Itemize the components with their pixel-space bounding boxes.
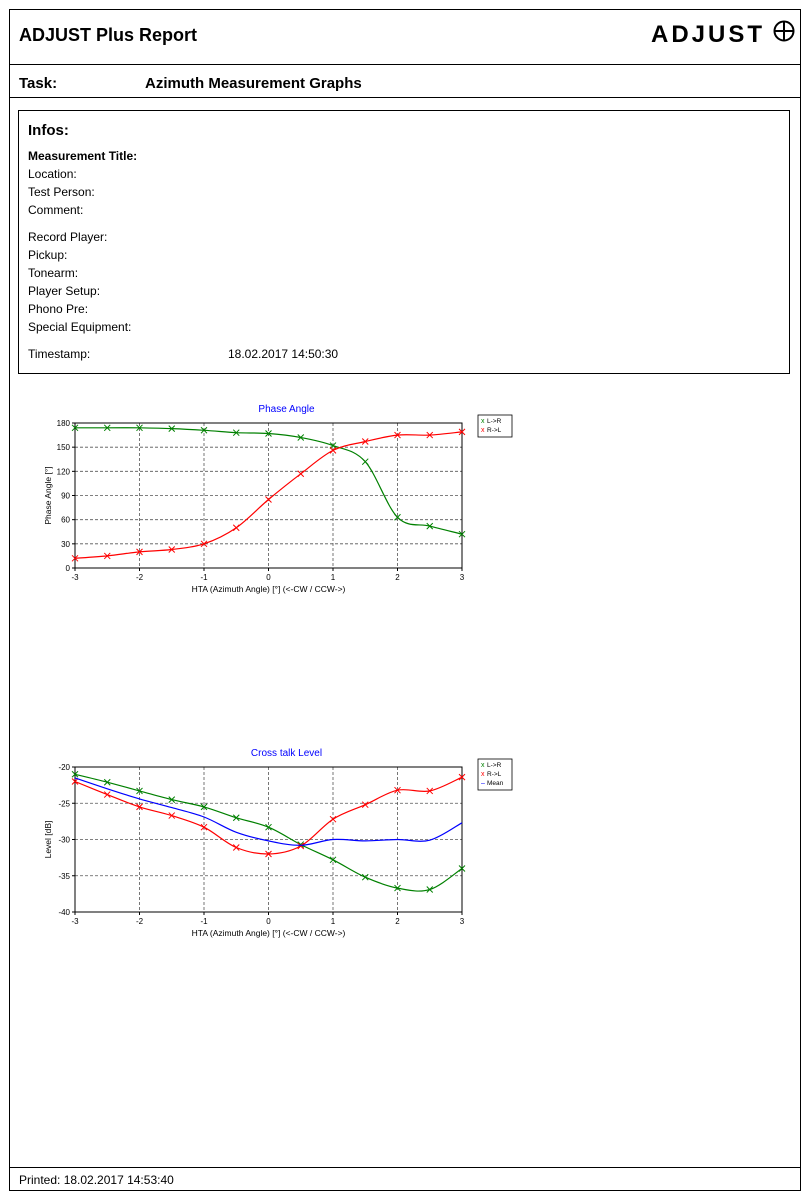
crosstalk-data-point-l-to-r	[233, 815, 239, 821]
x-tick-label: 2	[395, 917, 400, 926]
x-tick-label: 3	[459, 573, 465, 582]
phase-x-axis-label: HTA (Azimuth Angle) [°] (<-CW / CCW->)	[191, 584, 346, 594]
crosstalk-chart-title: Cross talk Level	[250, 748, 323, 759]
y-tick-label: 30	[61, 539, 70, 549]
crosstalk-data-point-r-to-l	[169, 813, 175, 819]
task-label: Task:	[19, 75, 58, 92]
y-tick-label: -35	[58, 871, 70, 881]
x-tick-label: 0	[266, 917, 271, 926]
y-tick-label: -40	[58, 908, 70, 917]
y-tick-label: -30	[58, 835, 70, 845]
x-tick-label: 2	[395, 573, 400, 582]
circle-plus-icon	[773, 20, 795, 49]
record-player-label: Record Player:	[28, 230, 108, 244]
player-setup-label: Player Setup:	[28, 284, 101, 298]
crosstalk-x-axis-label: HTA (Azimuth Angle) [°] (<-CW / CCW->)	[191, 928, 346, 938]
location-label: Location:	[28, 167, 77, 181]
comment-label: Comment:	[28, 203, 84, 217]
phase-data-point-r-to-l	[266, 497, 272, 503]
crosstalk-y-axis-label: Level [dB]	[43, 820, 53, 859]
legend-label: L->R	[487, 418, 502, 425]
legend-marker: x	[481, 427, 485, 434]
printed-timestamp: Printed: 18.02.2017 14:53:40	[19, 1173, 174, 1187]
y-tick-label: 180	[56, 419, 70, 428]
task-divider	[9, 97, 801, 98]
crosstalk-data-point-r-to-l	[362, 802, 368, 808]
legend-label: Mean	[487, 780, 504, 787]
y-tick-label: 0	[65, 564, 70, 573]
brand-name: ADJUST	[650, 20, 765, 48]
footer-divider	[9, 1167, 801, 1168]
crosstalk-legend	[478, 759, 512, 790]
y-tick-label: 60	[61, 515, 70, 525]
measurement-title-label: Measurement Title:	[28, 149, 138, 163]
legend-marker: x	[481, 771, 485, 778]
crosstalk-data-point-l-to-r	[362, 874, 368, 880]
crosstalk-level-chart-svg	[40, 742, 520, 952]
x-tick-label: -1	[200, 573, 208, 582]
phase-legend	[478, 415, 512, 437]
report-title: ADJUST Plus Report	[19, 25, 198, 45]
crosstalk-level-chart	[40, 742, 520, 957]
x-tick-label: -1	[200, 917, 208, 926]
legend-label: L->R	[487, 762, 502, 769]
phono-pre-label: Phono Pre:	[28, 302, 89, 316]
phase-angle-chart	[40, 398, 520, 613]
legend-label: R->L	[487, 427, 502, 434]
y-tick-label: -20	[58, 763, 70, 772]
legend-marker: x	[481, 418, 485, 425]
x-tick-label: -2	[135, 917, 144, 926]
x-tick-label: -2	[135, 573, 144, 582]
y-tick-label: 150	[56, 443, 70, 453]
crosstalk-data-point-r-to-l	[233, 844, 239, 850]
legend-marker: –	[481, 780, 485, 787]
x-tick-label: 3	[459, 917, 465, 926]
x-tick-label: 0	[266, 573, 271, 582]
infos-box	[18, 110, 790, 374]
phase-grid	[75, 423, 462, 568]
special-equipment-label: Special Equipment:	[28, 320, 132, 334]
crosstalk-data-point-r-to-l	[104, 792, 110, 798]
brand-logo	[651, 20, 795, 49]
tonearm-label: Tonearm:	[28, 266, 79, 280]
test-person-label: Test Person:	[28, 185, 95, 199]
y-tick-label: -25	[58, 799, 70, 809]
task-value: Azimuth Measurement Graphs	[145, 75, 362, 92]
legend-marker: x	[481, 762, 485, 769]
legend-label: R->L	[487, 771, 502, 778]
phase-data-point-r-to-l	[233, 525, 239, 531]
x-tick-label: -3	[71, 573, 79, 582]
timestamp-label: Timestamp:	[28, 347, 91, 361]
x-tick-label: 1	[330, 573, 336, 582]
x-tick-label: 1	[330, 917, 336, 926]
phase-data-point-l-to-r	[362, 459, 368, 465]
phase-chart-title: Phase Angle	[258, 404, 315, 415]
pickup-label: Pickup:	[28, 248, 68, 262]
header-divider	[9, 64, 801, 65]
phase-angle-chart-svg	[40, 398, 520, 608]
x-tick-label: -3	[71, 917, 79, 926]
timestamp-value: 18.02.2017 14:50:30	[228, 347, 339, 361]
y-tick-label: 90	[61, 491, 70, 501]
infos-title: Infos:	[28, 122, 69, 139]
y-tick-label: 120	[56, 467, 70, 477]
phase-y-axis-label: Phase Angle [°]	[43, 466, 53, 525]
